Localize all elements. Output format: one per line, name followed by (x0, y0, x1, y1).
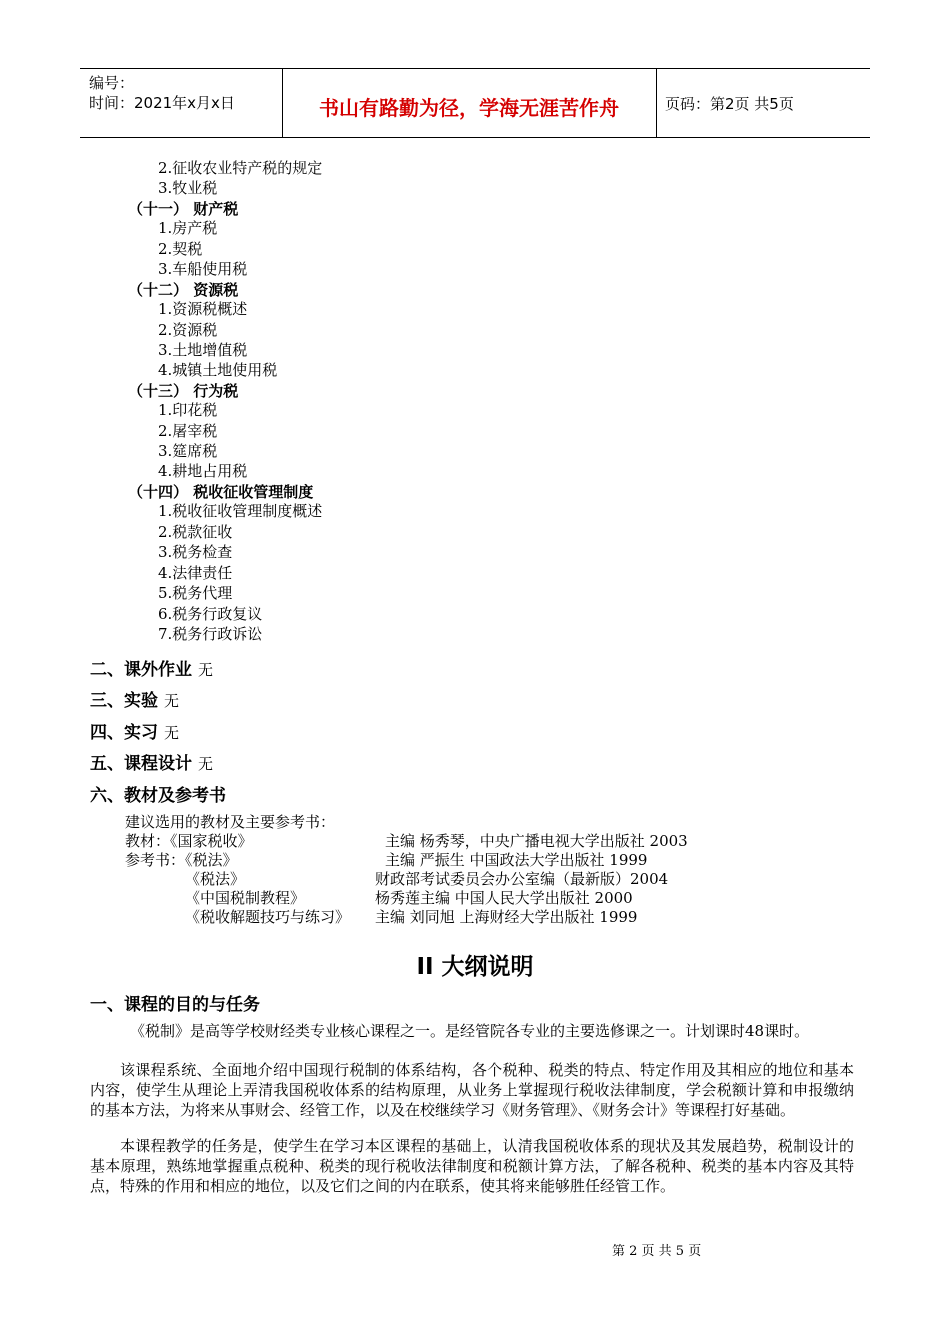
list-item: 1.房产税 (158, 219, 218, 237)
reference-info: 杨秀莲主编 中国人民大学出版社 2000 (375, 889, 633, 907)
list-item: 3.筵席税 (158, 442, 218, 460)
textbook-title: 教材：《国家税收》 (125, 832, 253, 850)
textbook-info: 主编 杨秀琴，中央广播电视大学出版社 2003 (385, 832, 688, 850)
list-item: 2.征收农业特产税的规定 (158, 159, 323, 177)
reference-title: 《中国税制教程》 (185, 889, 306, 907)
list-item: 2.屠宰税 (158, 422, 218, 440)
section-heading (90, 718, 179, 743)
section-value: 无 (198, 661, 214, 679)
header-page-number: 页码：第2页 共5页 (665, 95, 794, 113)
reference-info: 财政部考试委员会办公室编（最新版）2004 (375, 870, 669, 888)
list-item: 7.税务行政诉讼 (158, 625, 263, 643)
section-value: 无 (198, 755, 214, 773)
list-item: 1.印花税 (158, 401, 218, 419)
header-divider (656, 69, 657, 137)
page-title: II 大纲说明 (416, 954, 534, 980)
list-item: 5.税务代理 (158, 584, 233, 602)
list-item: 3.税务检查 (158, 543, 233, 561)
list-item: 1.资源税概述 (158, 300, 248, 318)
list-item: 1.税收征收管理制度概述 (158, 502, 323, 520)
reference-title: 参考书：《税法》 (125, 851, 238, 869)
list-item: 4.耕地占用税 (158, 462, 248, 480)
section-title: 四、实习 (90, 723, 158, 743)
paragraph: 《税制》是高等学校财经类专业核心课程之一。是经管院各专业的主要选修课之一。计划课时48课时。 (130, 1022, 810, 1040)
section-heading: 六、教材及参考书 (90, 786, 226, 806)
section-title: 三、实验 (90, 691, 158, 711)
list-item: 2.资源税 (158, 321, 218, 339)
section-heading (90, 686, 179, 711)
document-time: 时间：2021年x月x日 (89, 94, 235, 112)
reference-title: 《税法》 (185, 870, 246, 888)
page-footer: 第 2 页 共 5 页 (612, 1244, 702, 1259)
section-value: 无 (164, 692, 180, 710)
paragraph: 本课程教学的任务是，使学生在学习本区课程的基础上，认清我国税收体系的现状及其发展趋势，税制设计的基本原理，熟练地掌握重点税种、税类的现行税收法律制度和税额计算方法，了解各税种、税类的基本内容及其特点，特殊的作用和相应的地位，以及它们之间的内在联系，使其将来能够胜任经管工作。 (90, 1137, 854, 1195)
header-motto: 书山有路勤为径，学海无涯苦作舟 (319, 96, 619, 120)
page-header (80, 68, 870, 138)
list-item: 6.税务行政复议 (158, 605, 263, 623)
section-value: 无 (164, 724, 180, 742)
subsection-heading: （十二） 资源税 (128, 281, 239, 299)
subsection-heading: （十四） 税收征收管理制度 (128, 483, 314, 501)
list-item: 4.城镇土地使用税 (158, 361, 278, 379)
reference-info: 主编 刘同旭 上海财经大学出版社 1999 (375, 908, 638, 926)
list-item: 3.土地增值税 (158, 341, 248, 359)
reference-info: 主编 严振生 中国政法大学出版社 1999 (385, 851, 648, 869)
reference-title: 《税收解题技巧与练习》 (185, 908, 351, 926)
document-number: 编号： (89, 74, 135, 92)
list-item: 4.法律责任 (158, 564, 233, 582)
books-intro: 建议选用的教材及主要参考书： (125, 813, 336, 831)
section-heading (90, 655, 213, 680)
section-heading (90, 749, 213, 774)
list-item: 2.契税 (158, 240, 203, 258)
subsection-heading: （十三） 行为税 (128, 382, 239, 400)
list-item: 3.车船使用税 (158, 260, 248, 278)
section-title: 二、课外作业 (90, 660, 192, 680)
section-title: 五、课程设计 (90, 754, 192, 774)
header-meta (89, 73, 235, 113)
section-heading: 一、课程的目的与任务 (90, 995, 260, 1015)
subsection-heading: （十一） 财产税 (128, 200, 239, 218)
list-item: 3.牧业税 (158, 179, 218, 197)
list-item: 2.税款征收 (158, 523, 233, 541)
paragraph: 该课程系统、全面地介绍中国现行税制的体系结构，各个税种、税类的特点、特定作用及其相应的地位和基本内容，使学生从理论上弄清我国税收体系的结构原理，从业务上掌握现行税收法律制度，学会税额计算和申报缴纳的基本方法，为将来从事财会、经管工作，以及在校继续学习《财务管理》、《财务会计》等课程打好基础。 (90, 1061, 854, 1119)
